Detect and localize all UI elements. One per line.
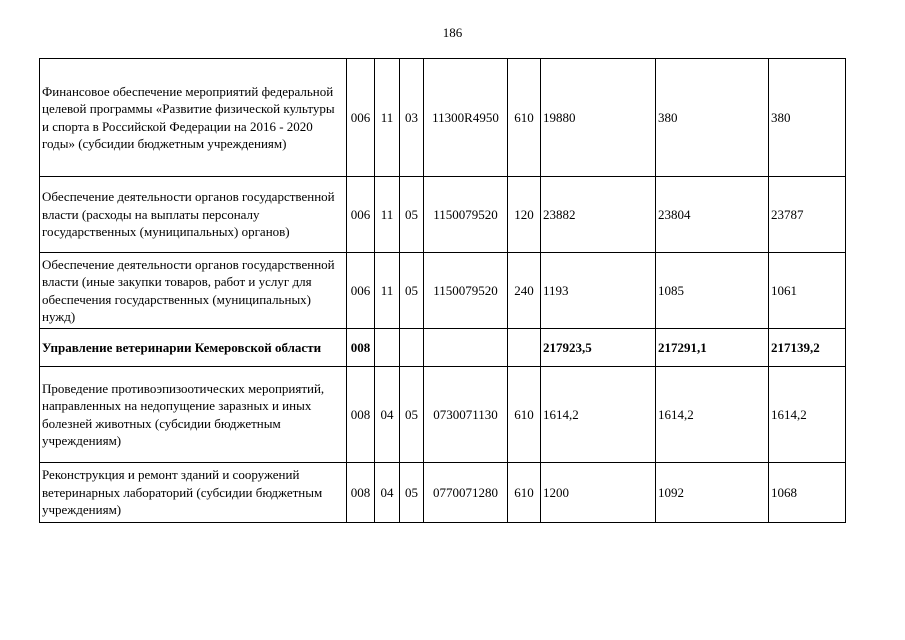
row-description: Обеспечение деятельности органов государственной власти (расходы на выплаты персоналу государственных (муниципальных) органов)	[40, 177, 347, 253]
ministry-code: 008	[347, 367, 375, 463]
amount-year-1: 23882	[541, 177, 656, 253]
amount-year-1: 1200	[541, 463, 656, 523]
row-description: Проведение противоэпизоотических мероприятий, направленных на недопущение заразных и иных болезней животных (субсидии бюджетным учреждениям)	[40, 367, 347, 463]
expense-type-code: 610	[508, 463, 541, 523]
target-article-code: 0730071130	[424, 367, 508, 463]
amount-year-3: 380	[769, 59, 846, 177]
expense-type-code: 610	[508, 367, 541, 463]
table-row	[40, 177, 846, 253]
target-article-code: 1150079520	[424, 177, 508, 253]
expense-type-code	[508, 329, 541, 367]
subsection-code: 05	[400, 367, 424, 463]
section-code: 11	[375, 177, 400, 253]
budget-table	[39, 58, 846, 523]
target-article-code: 1150079520	[424, 253, 508, 329]
target-article-code	[424, 329, 508, 367]
page-number: 186	[442, 25, 463, 40]
ministry-code: 008	[347, 329, 375, 367]
amount-year-3: 23787	[769, 177, 846, 253]
row-description: Реконструкция и ремонт зданий и сооружений ветеринарных лабораторий (субсидии бюджетным учреждениям)	[40, 463, 347, 523]
target-article-code: 0770071280	[424, 463, 508, 523]
section-code: 11	[375, 253, 400, 329]
row-description: Обеспечение деятельности органов государственной власти (иные закупки товаров, работ и услуг для обеспечения государственных (муниципальных) нужд)	[40, 253, 347, 329]
amount-year-3: 1061	[769, 253, 846, 329]
amount-year-2: 1085	[656, 253, 769, 329]
section-code: 04	[375, 367, 400, 463]
subsection-code: 05	[400, 463, 424, 523]
ministry-code: 006	[347, 59, 375, 177]
table-row	[40, 463, 846, 523]
subsection-code: 05	[400, 177, 424, 253]
table-row-department-total	[40, 329, 846, 367]
table-row	[40, 253, 846, 329]
row-description: Управление ветеринарии Кемеровской области	[40, 329, 347, 367]
ministry-code: 008	[347, 463, 375, 523]
amount-year-2: 23804	[656, 177, 769, 253]
target-article-code: 11300R4950	[424, 59, 508, 177]
expense-type-code: 120	[508, 177, 541, 253]
table-row	[40, 59, 846, 177]
amount-year-2: 1092	[656, 463, 769, 523]
amount-year-1: 1193	[541, 253, 656, 329]
amount-year-1: 1614,2	[541, 367, 656, 463]
amount-year-1: 217923,5	[541, 329, 656, 367]
subsection-code: 03	[400, 59, 424, 177]
amount-year-2: 380	[656, 59, 769, 177]
amount-year-1: 19880	[541, 59, 656, 177]
amount-year-3: 217139,2	[769, 329, 846, 367]
row-description: Финансовое обеспечение мероприятий федеральной целевой программы «Развитие физической культуры и спорта в Российской Федерации на 2016 - 2020 годы» (субсидии бюджетным учреждениям)	[40, 59, 347, 177]
subsection-code: 05	[400, 253, 424, 329]
table-row	[40, 367, 846, 463]
subsection-code	[400, 329, 424, 367]
amount-year-2: 217291,1	[656, 329, 769, 367]
amount-year-2: 1614,2	[656, 367, 769, 463]
expense-type-code: 240	[508, 253, 541, 329]
section-code: 11	[375, 59, 400, 177]
ministry-code: 006	[347, 177, 375, 253]
amount-year-3: 1068	[769, 463, 846, 523]
amount-year-3: 1614,2	[769, 367, 846, 463]
ministry-code: 006	[347, 253, 375, 329]
section-code: 04	[375, 463, 400, 523]
expense-type-code: 610	[508, 59, 541, 177]
section-code	[375, 329, 400, 367]
